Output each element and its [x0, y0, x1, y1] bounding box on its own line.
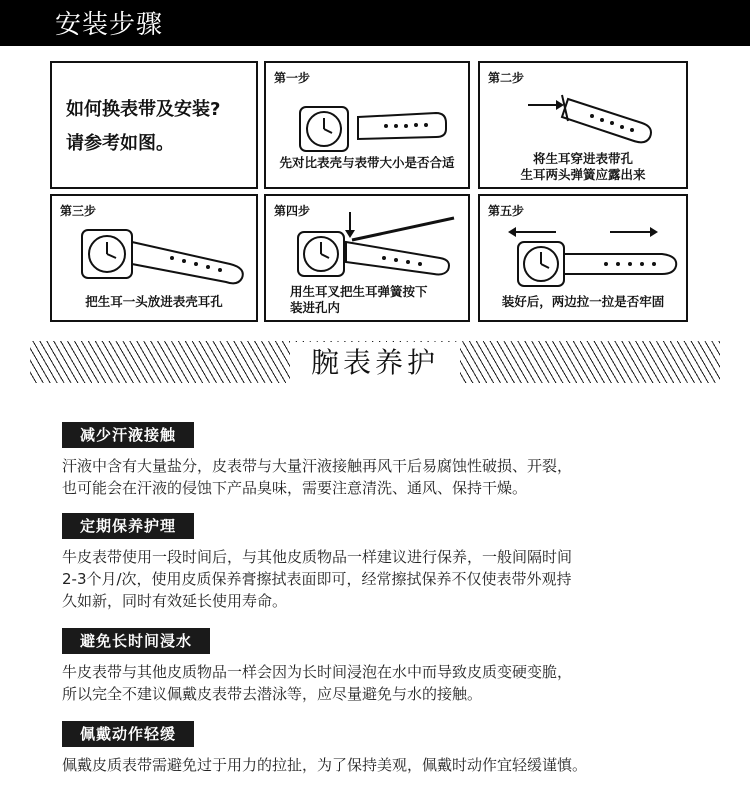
section-4-body — [62, 754, 702, 776]
step-3-label: 第三步 — [60, 204, 97, 218]
step-4-caption-line-2: 装进孔内 — [290, 300, 341, 315]
step-5-label: 第五步 — [488, 204, 525, 218]
spring-bar-tool-illustration — [268, 210, 468, 290]
step-5-panel — [478, 194, 688, 322]
section-3-line-1: 牛皮表带与其他皮质物品一样会因为长时间浸泡在水中而导致皮质变硬变脆， — [62, 663, 573, 681]
section-1-line-2: 也可能会在汗液的侵蚀下产品臭味，需要注意清洗、通风、保持干燥。 — [62, 479, 528, 497]
step-3-caption — [52, 294, 256, 310]
section-2-heading: 定期保养护理 — [62, 513, 194, 539]
section-1-line-1: 汗液中含有大量盐分，皮表带与大量汗液接触再风干后易腐蚀性破损、开裂， — [62, 457, 573, 475]
section-1-body — [62, 455, 702, 499]
spring-bar-insert-illustration — [482, 83, 682, 153]
header-bar — [0, 0, 750, 46]
step-3-panel — [50, 194, 258, 322]
step-2-label: 第二步 — [488, 71, 525, 85]
spring-bar-into-lug-illustration — [54, 218, 254, 298]
section-3-body — [62, 661, 702, 705]
section-4-heading: 佩戴动作轻缓 — [62, 721, 194, 747]
pull-test-illustration — [482, 214, 686, 294]
step-2-caption — [480, 151, 686, 183]
step-5-caption — [480, 294, 686, 310]
step-1-label: 第一步 — [274, 71, 311, 85]
section-2-body — [62, 546, 702, 612]
watch-strap-compare-illustration — [268, 87, 468, 157]
step-4-caption — [290, 284, 470, 316]
step-5-caption-line-1: 装好后，两边拉一拉是否牢固 — [501, 294, 665, 309]
intro-line-2: 请参考如图。 — [66, 133, 174, 154]
intro-panel — [50, 61, 258, 189]
care-title: 腕表养护 — [290, 342, 460, 384]
step-4-label: 第四步 — [274, 204, 311, 218]
page-title: 安装步骤 — [55, 10, 164, 40]
section-3-heading: 避免长时间浸水 — [62, 628, 210, 654]
step-3-caption-line-1: 把生耳一头放进表壳耳孔 — [85, 294, 223, 309]
step-2-caption-line-1: 将生耳穿进表带孔 — [532, 151, 633, 166]
step-1-caption — [266, 155, 468, 171]
step-2-panel — [478, 61, 688, 189]
intro-text — [66, 93, 220, 161]
section-2-line-3: 久如新，同时有效延长使用寿命。 — [62, 592, 288, 610]
step-4-caption-line-1: 用生耳叉把生耳弹簧按下 — [290, 284, 428, 299]
section-2-line-1: 牛皮表带使用一段时间后，与其他皮质物品一样建议进行保养，一般间隔时间 — [62, 548, 573, 566]
section-4-line-1: 佩戴皮质表带需避免过于用力的拉扯，为了保持美观，佩戴时动作宜轻缓谨慎。 — [62, 756, 588, 774]
section-2-line-2: 2-3个月/次，使用皮质保养膏擦拭表面即可，经常擦拭保养不仅使表带外观持 — [62, 570, 572, 588]
intro-line-1: 如何换表带及安装? — [66, 99, 221, 120]
section-1-heading: 减少汗液接触 — [62, 422, 194, 448]
step-2-caption-line-2: 生耳两头弹簧应露出来 — [520, 167, 646, 182]
step-4-panel — [264, 194, 470, 322]
step-1-panel — [264, 61, 470, 189]
section-3-line-2: 所以完全不建议佩戴皮表带去潜泳等，应尽量避免与水的接触。 — [62, 685, 483, 703]
step-1-caption-line-1: 先对比表壳与表带大小是否合适 — [279, 155, 455, 170]
